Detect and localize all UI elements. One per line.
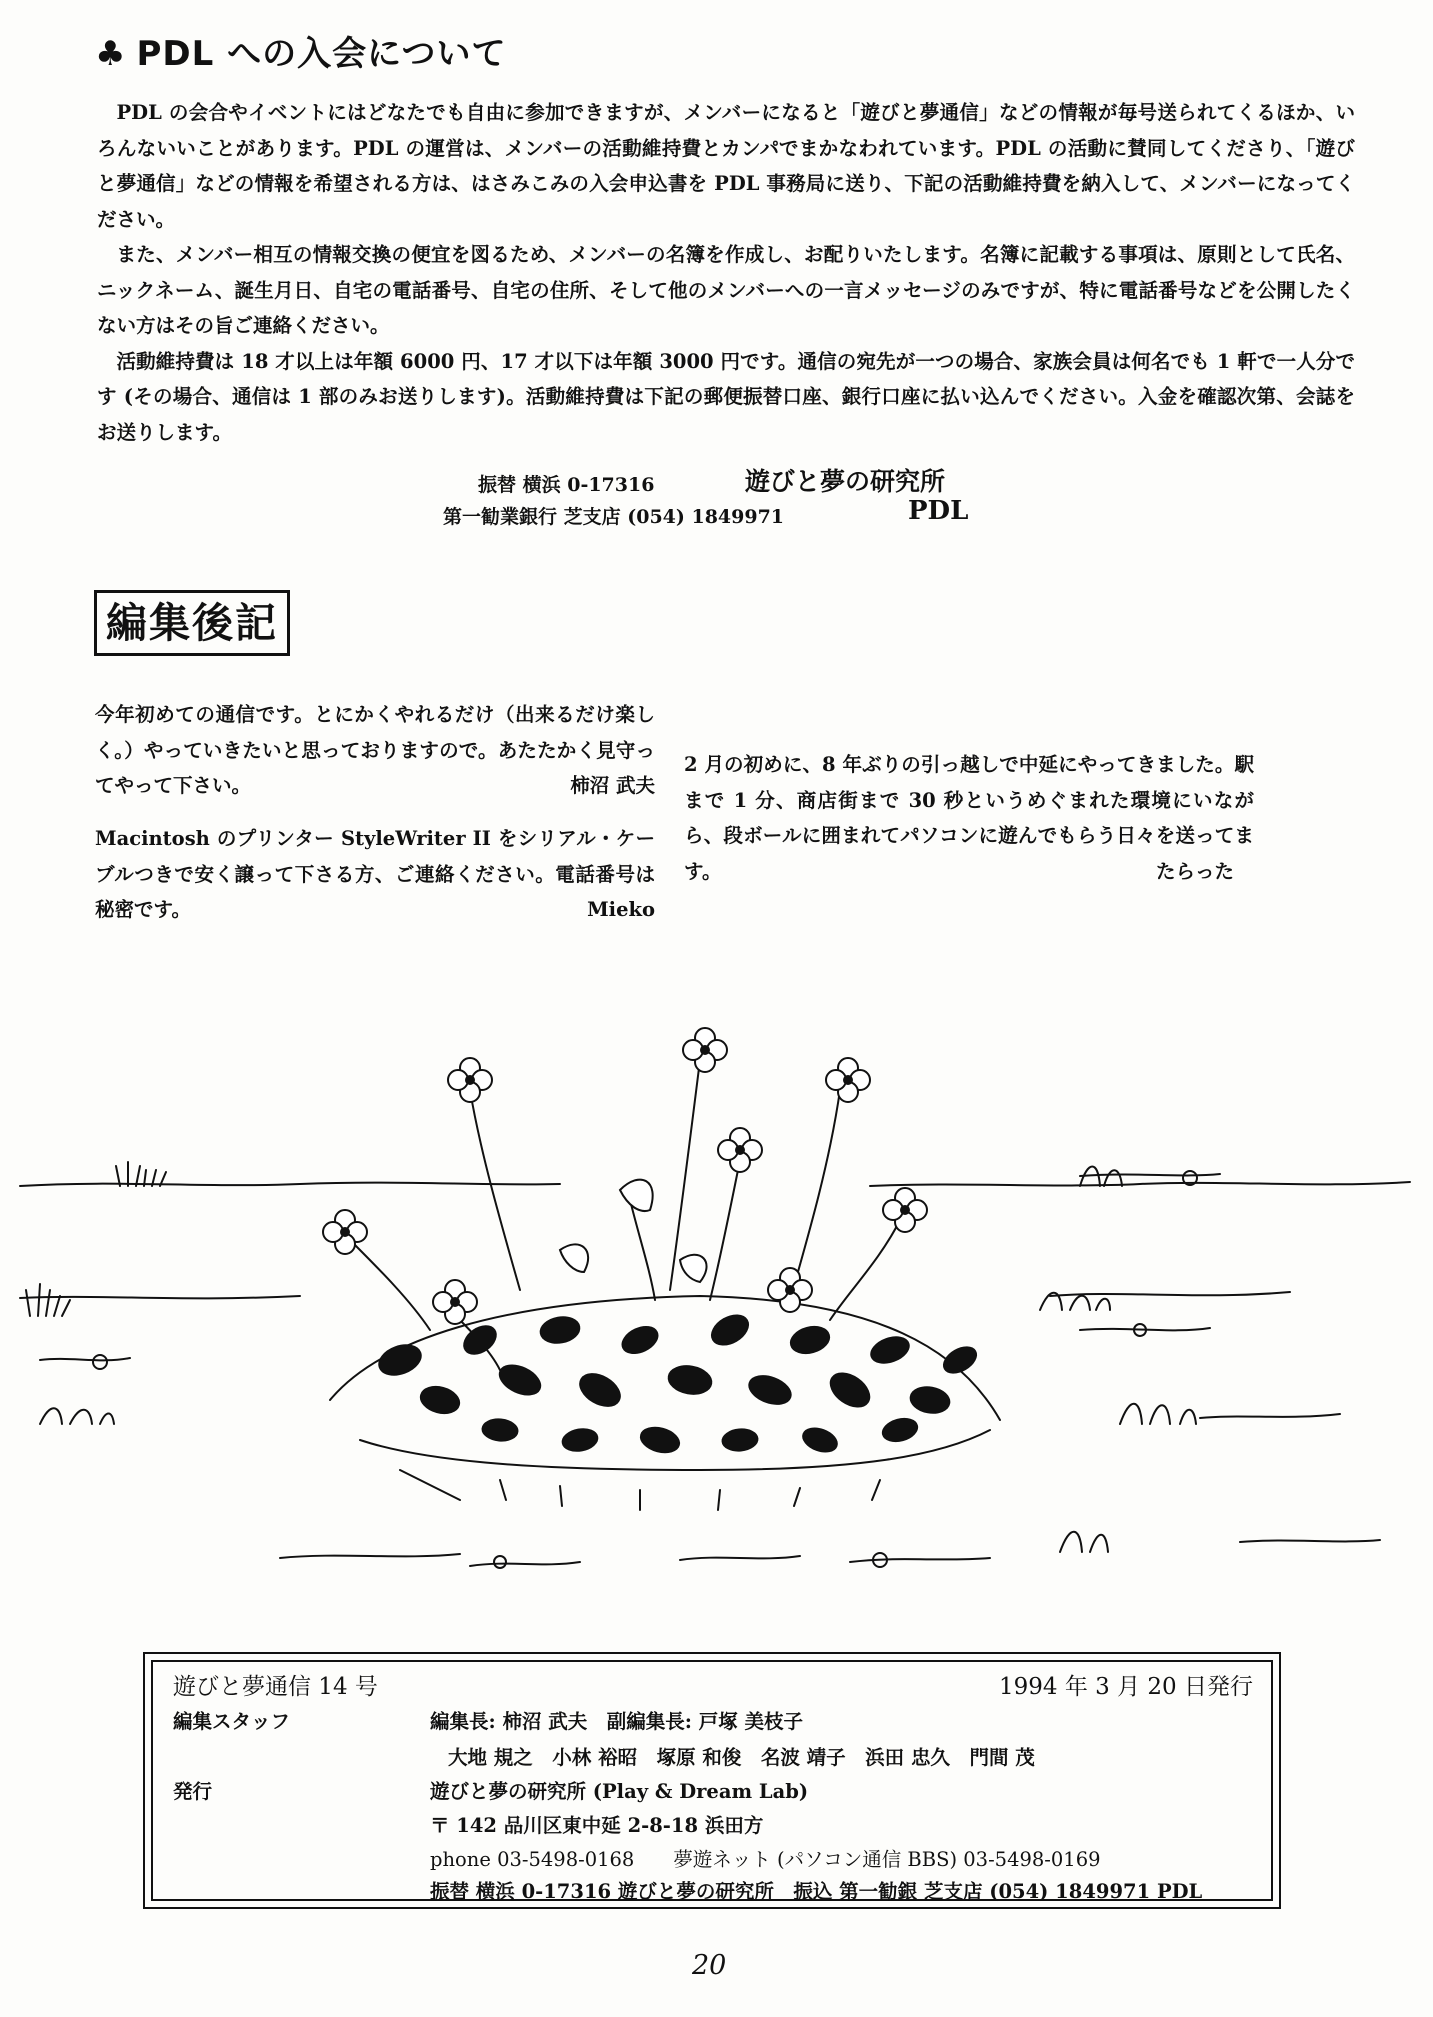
- staff-line-2: 大地 規之 小林 裕昭 塚原 和俊 名波 靖子 浜田 忠久 門間 茂: [448, 1746, 1035, 1769]
- colophon-inner-border: [151, 1660, 1273, 1901]
- phone-line: phone 03-5498-0168 夢遊ネット (パソコン通信 BBS) 03-5498-0169: [430, 1848, 1101, 1871]
- editor-note-2: [95, 821, 655, 928]
- staff-label: 編集スタッフ: [173, 1710, 291, 1733]
- org-name: 遊びと夢の研究所: [745, 467, 946, 496]
- colophon-box: [143, 1652, 1281, 1909]
- join-section-title: [95, 26, 506, 75]
- account-line: 振替 横浜 0-17316 遊びと夢の研究所 振込 第一勧銀 芝支店 (054) 1849971 PDL: [430, 1880, 1203, 1903]
- note-signature: 柿沼 武夫: [570, 774, 655, 797]
- note-signature: Mieko: [587, 898, 655, 921]
- join-paragraph-2: また、メンバー相互の情報交換の便宜を図るため、メンバーの名簿を作成し、お配りいたします。名簿に記載する事項は、原則として氏名、ニックネーム、誕生月日、自宅の電話番号、自宅の住所、そして他のメンバーへの一言メッセージのみですが、特に電話番号などを公開したくない方はその旨ご連絡ください。: [97, 243, 1355, 337]
- join-title-text: PDL への入会について: [136, 34, 507, 74]
- editor-note-1: [95, 697, 655, 804]
- note-signature: たらった: [1155, 859, 1234, 883]
- club-suit-icon: ♣: [95, 34, 127, 74]
- editor-note-3: [684, 747, 1254, 889]
- note-text: Macintosh のプリンター StyleWriter II をシリアル・ケーブルつきで安く譲って下さる方、ご連絡ください。電話番号は秘密です。: [95, 827, 655, 921]
- staff-line-1: 編集長: 柿沼 武夫 副編集長: 戸塚 美枝子: [430, 1710, 804, 1733]
- bank-account: 第一勧業銀行 芝支店 (054) 1849971: [443, 506, 785, 528]
- note-text: 今年初めての通信です。とにかくやれるだけ（出来るだけ楽しく。）やっていきたいと思っておりますので。あたたかく見守ってやって下さい。: [95, 703, 655, 797]
- page-number: 20: [692, 1950, 727, 1981]
- issue-date: 1994 年 3 月 20 日発行: [999, 1674, 1253, 1700]
- flower-illustration: [0, 1000, 1433, 1600]
- join-paragraph-1: PDL の会合やイベントにはどなたでも自由に参加できますが、メンバーになると「遊びと夢通信」などの情報が毎号送られてくるほか、いろんないいことがあります。PDL の運営は、メンバーの活動維持費とカンパでまかなわれています。PDL の活動に賛同してくださり、「遊びと夢通信」などの情報を希望される方は、はさみこみの入会申込書を PDL 事務局に送り、下記の活動維持費を納入して、メンバーになってください。: [97, 101, 1355, 231]
- org-abbr: PDL: [908, 496, 969, 526]
- issue-title: 遊びと夢通信 14 号: [173, 1674, 378, 1700]
- publisher-address: 〒 142 品川区東中延 2-8-18 浜田方: [430, 1814, 764, 1837]
- postal-account: 振替 横浜 0-17316: [478, 474, 655, 496]
- join-section-body: [97, 95, 1355, 450]
- join-paragraph-3: 活動維持費は 18 才以上は年額 6000 円、17 才以下は年額 3000 円です。通信の宛先が一つの場合、家族会員は何名でも 1 軒で一人分です (その場合、通信は 1 部のみお送りします)。活動維持費は下記の郵便振替口座、銀行口座に払い込んでください。入金を確認次第、会誌をお送りします。: [97, 349, 1355, 444]
- note-text: 2 月の初めに、8 年ぶりの引っ越しで中延にやってきました。駅まで 1 分、商店街まで 30 秒というめぐまれた環境にいながら、段ボールに囲まれてパソコンに遊んでもらう日々を送ってます。: [684, 753, 1254, 883]
- publisher-name: 遊びと夢の研究所 (Play & Dream Lab): [430, 1780, 809, 1803]
- editor-notes-title: 編集後記: [94, 590, 290, 656]
- publisher-label: 発行: [173, 1780, 213, 1803]
